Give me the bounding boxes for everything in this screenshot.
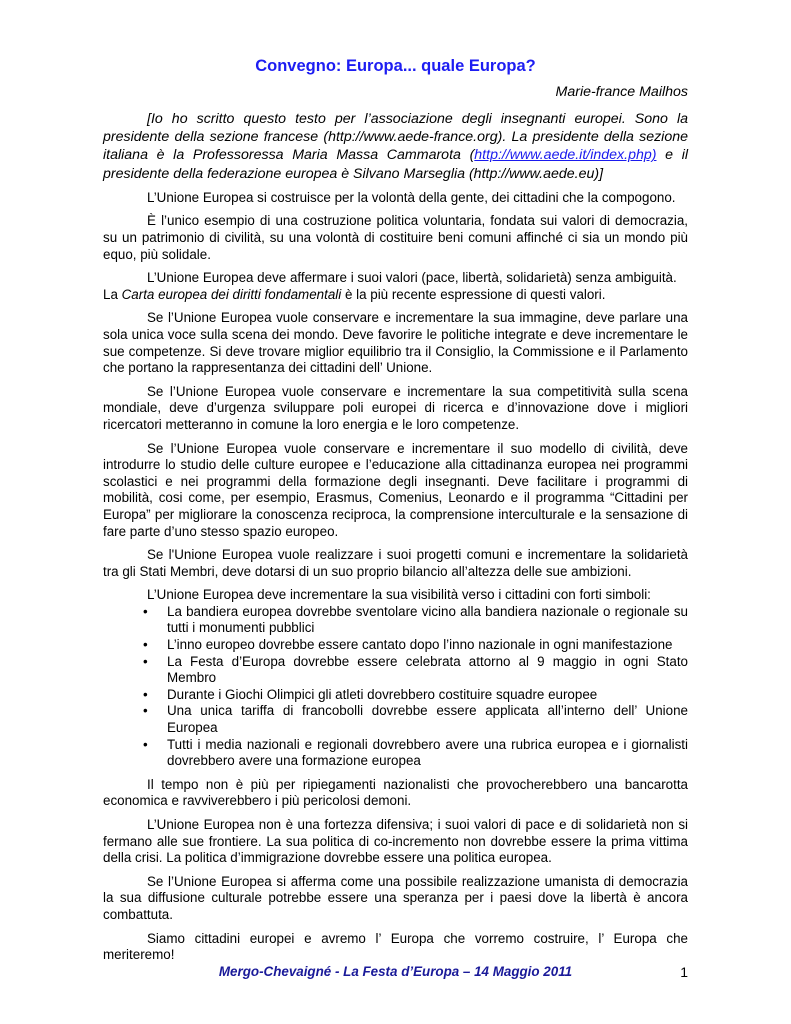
list-item-text: Una unica tariffa di francobolli dovrebbe essere applicata all’interno dell’ Unione Europea [167,703,688,736]
list-item-text: Durante i Giochi Olimpici gli atleti dovrebbero costituire squadre europee [167,686,598,702]
list-item [103,604,688,637]
list-item [103,654,688,687]
paragraph-1: L’Unione Europea si costruisce per la volontà della gente, dei cittadini che la compogono. [147,189,676,205]
intro-note [103,110,688,183]
document-page [103,56,688,971]
list-item-text: La Festa d’Europa dovrebbe essere celebrata attorno al 9 maggio in ogni Stato Membro [167,653,688,686]
aede-italy-link[interactable]: http://www.aede.it/index.php) [474,147,657,164]
paragraph-2: È l’unico esempio di una costruzione politica voluntaria, fondata sui valori di democrazia, su un patrimonio di civilità, su una volontà di costituire beni comuni affinché ci sia un mondo più equo, più solidale. [103,213,688,262]
author-name: Marie-france Mailhos [555,84,688,100]
list-item [103,637,688,654]
footer-event: Mergo-Chevaigné - La Festa d’Europa – 14 Maggio 2011 [218,964,573,979]
paragraph-competitiveness: Se l’Unione Europea vuole conservare e incrementare la sua competitività sulla scena mondiale, deve d’urgenza sviluppare poli europei di ricerca e d’innovazione dove i migliori ricercatori metteranno in comune la loro energia e le loro competenze. [103,383,688,432]
list-item-text: L’inno europeo dovrebbe essere cantato dopo l’inno nazionale in ogni manifestazione [167,637,673,653]
values-line-1: L’Unione Europea deve affermare i suoi valori (pace, libertà, solidarietà) senza ambiguità. [147,270,677,286]
paragraph-closing: Siamo cittadini europei e avremo l’ Europa che vorremo costruire, l’ Europa che meriteremo! [103,930,688,963]
paragraph-democracy: Se l’Unione Europea si afferma come una possibile realizzazione umanista di democrazia la sua diffusione culturale potrebbe essere una speranza per i paesi dove la libertà è ancora combattuta. [103,873,688,922]
intro-text-end: e il presidente della federazione europea è Silvano Marseglia (http://www.aede.eu)] [103,147,688,182]
document-title: Convegno: Europa... quale Europa? [255,57,536,75]
bullet-icon: • [143,686,148,702]
page-number: 1 [680,964,688,980]
paragraph-budget: Se l'Unione Europea vuole realizzare i suoi progetti comuni e incrementare la solidarietà tra gli Stati Membri, deve dotarsi di un suo proprio bilancio all’altezza delle sue ambizioni. [103,547,688,579]
charter-title: Carta europea dei diritti fondamentali [121,286,342,302]
list-item [103,687,688,704]
bullet-icon: • [143,736,148,752]
list-item [103,703,688,736]
bullet-icon: • [143,603,148,619]
list-item [103,737,688,770]
values-suffix: è la più recente espressione di questi valori. [341,286,606,302]
paragraph-civilization: Se l’Unione Europea vuole conservare e incrementare il suo modello di civilità, deve introdurre lo studio delle culture europee e l’educazione alla cittadinanza europea nei programmi scolastici e nei programmi della formazione degli insegnanti. Deve facilitare i programmi di mobilità, cosi come, per esempio, Erasmus, Comenius, Leonardo e il programma “Cittadini per Europa” per migliorare la conoscenza reciproca, la comprensione interculturale e la sensazione di fare parte d’uno stesso spazio europeo. [103,440,688,539]
bullet-icon: • [143,653,148,669]
values-prefix: La [103,286,122,302]
bullet-icon: • [143,703,148,719]
list-item-text: La bandiera europea dovrebbe sventolare vicino alla bandiera nazionale o regionale su tutti i monumenti pubblici [167,603,688,636]
paragraph-image: Se l’Unione Europea vuole conservare e incrementare la sua immagine, deve parlare una sola unica voce sulla scena dei mondo. Deve favorire le politiche integrate e deve incrementare le sue competenze. Si deve trovare miglior equilibrio tra il Consiglio, la Commissione e il Parlamento che portano la rappresentanza dei cittadini dell’ Unione. [103,310,688,376]
paragraph-fortress: L’Unione Europea non è una fortezza difensiva; i suoi valori di pace e di solidarietà non si fermano alle sue frontiere. La sua politica di co-incremento non dovrebbe essere la prima vittima della crisi. La politica d’immigrazione dovrebbe essere una politica europea. [103,817,688,866]
intro-text-start: [Io ho scritto questo testo per l’associazione degli insegnanti europei. Sono la presidente della sezione francese (http://www.aede-france.org). La presidente della sezione italiana è la Professoressa Maria Massa Cammarota ( [103,111,688,164]
bullet-icon: • [143,637,148,653]
paragraph-nationalism: Il tempo non è più per ripiegamenti nazionalisti che provocherebbero una bancarotta economica e ravviverebbero i più pericolosi demoni. [103,776,688,809]
list-item-text: Tutti i media nazionali e regionali dovrebbero avere una rubrica europea e i giornalisti dovrebbero avere una formazione europea [167,736,688,769]
paragraph-symbols-intro: L’Unione Europea deve incrementare la sua visibilità verso i cittadini con forti simboli: [147,587,651,603]
paragraph-values [103,270,688,303]
symbols-list [103,604,688,770]
